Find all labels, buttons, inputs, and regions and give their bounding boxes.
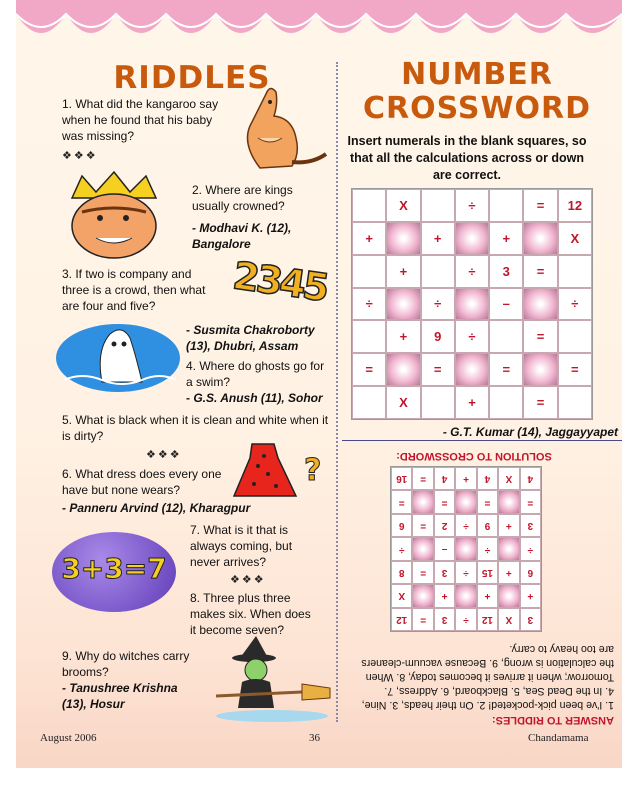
riddles-title: RIDDLES bbox=[113, 60, 271, 96]
grid-shaded-cell bbox=[386, 288, 420, 321]
grid-cell: = bbox=[412, 561, 433, 584]
dress-illustration bbox=[230, 440, 330, 504]
separator: ❖❖❖ bbox=[146, 449, 182, 461]
grid-cell: X bbox=[386, 386, 420, 419]
grid-cell: – bbox=[434, 537, 455, 560]
grid-cell: = bbox=[523, 320, 557, 353]
grid-cell bbox=[558, 320, 592, 353]
footer-date: August 2006 bbox=[40, 732, 97, 744]
crossword-title-line2: CROSSWORD bbox=[362, 91, 592, 126]
grid-shaded-cell bbox=[498, 490, 519, 513]
grid-cell: ÷ bbox=[477, 537, 498, 560]
witch-illustration bbox=[212, 636, 332, 722]
grid-shaded-cell bbox=[412, 490, 433, 513]
grid-cell: X bbox=[558, 222, 592, 255]
grid-cell: – bbox=[489, 288, 523, 321]
grid-shaded-cell bbox=[523, 222, 557, 255]
grid-shaded-cell bbox=[455, 490, 476, 513]
grid-cell: + bbox=[421, 222, 455, 255]
grid-cell: 2 bbox=[434, 514, 455, 537]
grid-cell bbox=[421, 386, 455, 419]
riddle-7: 7. What is it that is always coming, but never arrives? bbox=[190, 523, 293, 569]
grid-cell: 8 bbox=[391, 561, 412, 584]
grid-shaded-cell bbox=[455, 353, 489, 386]
grid-cell bbox=[352, 189, 386, 222]
numbers-illustration: 2345 bbox=[230, 253, 330, 310]
grid-shaded-cell bbox=[455, 222, 489, 255]
riddle-9: 9. Why do witches carry brooms? bbox=[62, 649, 190, 679]
solution-grid bbox=[390, 466, 542, 632]
grid-cell: + bbox=[498, 514, 519, 537]
grid-cell: ÷ bbox=[520, 537, 541, 560]
grid-cell: = bbox=[421, 353, 455, 386]
grid-cell: = bbox=[412, 467, 433, 490]
horizontal-rule bbox=[342, 440, 622, 441]
grid-cell: 6 bbox=[391, 514, 412, 537]
grid-cell: 9 bbox=[477, 514, 498, 537]
grid-cell: ÷ bbox=[391, 537, 412, 560]
grid-cell: ÷ bbox=[455, 608, 476, 631]
grid-cell: = bbox=[489, 353, 523, 386]
grid-cell: = bbox=[558, 353, 592, 386]
solution-title: SOLUTION TO CROSSWORD: bbox=[396, 450, 552, 462]
grid-cell: ÷ bbox=[455, 255, 489, 288]
grid-cell: + bbox=[489, 222, 523, 255]
upside-down-answers bbox=[346, 446, 620, 726]
grid-cell: 12 bbox=[477, 608, 498, 631]
grid-cell: + bbox=[386, 255, 420, 288]
grid-cell bbox=[489, 320, 523, 353]
riddle-3-credit: - Susmita Chakroborty (13), Dhubri, Assam bbox=[186, 323, 315, 353]
riddle-6: 6. What dress does every one have but none wears? bbox=[62, 467, 222, 497]
grid-shaded-cell bbox=[523, 288, 557, 321]
grid-cell: 16 bbox=[391, 467, 412, 490]
grid-cell: + bbox=[352, 222, 386, 255]
riddle-6-credit: - Panneru Arvind (12), Kharagpur bbox=[62, 501, 251, 515]
grid-cell bbox=[421, 189, 455, 222]
separator: ❖❖❖ bbox=[230, 574, 266, 586]
grid-cell: ÷ bbox=[455, 514, 476, 537]
column-divider bbox=[336, 62, 338, 722]
grid-cell: 3 bbox=[489, 255, 523, 288]
grid-cell: 4 bbox=[477, 467, 498, 490]
grid-cell: = bbox=[523, 386, 557, 419]
riddle-2: 2. Where are kings usually crowned? bbox=[192, 183, 293, 213]
grid-cell: + bbox=[477, 584, 498, 607]
grid-cell: ÷ bbox=[455, 561, 476, 584]
grid-shaded-cell bbox=[386, 222, 420, 255]
grid-cell: 6 bbox=[520, 561, 541, 584]
grid-cell: = bbox=[391, 490, 412, 513]
grid-cell: 4 bbox=[520, 467, 541, 490]
grid-shaded-cell bbox=[455, 584, 476, 607]
grid-cell: = bbox=[477, 490, 498, 513]
riddle-5: 5. What is black when it is clean and white when it is dirty? bbox=[62, 413, 329, 443]
grid-cell: = bbox=[352, 353, 386, 386]
footer-magazine: Chandamama bbox=[528, 732, 589, 744]
grid-cell: + bbox=[455, 467, 476, 490]
riddle-3: 3. If two is company and three is a crowd, then what are four and five? bbox=[62, 267, 206, 313]
grid-cell: + bbox=[386, 320, 420, 353]
grid-cell bbox=[558, 386, 592, 419]
grid-cell bbox=[489, 189, 523, 222]
svg-text:?: ? bbox=[304, 453, 322, 488]
grid-cell bbox=[352, 386, 386, 419]
riddle-4: 4. Where do ghosts go for a swim? bbox=[186, 359, 325, 389]
grid-shaded-cell bbox=[455, 537, 476, 560]
grid-cell: ÷ bbox=[352, 288, 386, 321]
grid-cell: ÷ bbox=[455, 320, 489, 353]
king-illustration bbox=[52, 168, 178, 264]
grid-cell: X bbox=[498, 467, 519, 490]
grid-shaded-cell bbox=[386, 353, 420, 386]
grid-cell: = bbox=[412, 514, 433, 537]
grid-shaded-cell bbox=[523, 353, 557, 386]
grid-cell: 3 bbox=[520, 514, 541, 537]
grid-cell: + bbox=[520, 584, 541, 607]
ghost-illustration bbox=[52, 320, 184, 396]
grid-cell: 12 bbox=[558, 189, 592, 222]
crossword-title-line1: NUMBER bbox=[401, 57, 553, 92]
grid-cell: = bbox=[434, 490, 455, 513]
separator: ❖❖❖ bbox=[62, 150, 98, 162]
riddle-8: 8. Three plus three makes six. When does it become seven? bbox=[190, 591, 311, 637]
grid-cell: 12 bbox=[391, 608, 412, 631]
equation-illustration: 3+3=7 bbox=[61, 552, 167, 585]
grid-cell: = bbox=[523, 189, 557, 222]
crossword-grid bbox=[351, 188, 593, 420]
grid-shaded-cell bbox=[498, 537, 519, 560]
magazine-page bbox=[16, 0, 622, 768]
grid-shaded-cell bbox=[498, 584, 519, 607]
grid-cell bbox=[558, 255, 592, 288]
grid-cell: 3 bbox=[520, 608, 541, 631]
grid-cell bbox=[421, 255, 455, 288]
grid-cell: 15 bbox=[477, 561, 498, 584]
footer-page-number: 36 bbox=[309, 732, 320, 744]
grid-cell: 3 bbox=[434, 561, 455, 584]
grid-cell: X bbox=[391, 584, 412, 607]
grid-cell bbox=[352, 320, 386, 353]
grid-cell: 3 bbox=[434, 608, 455, 631]
grid-cell: + bbox=[498, 561, 519, 584]
grid-shaded-cell bbox=[412, 584, 433, 607]
grid-cell: + bbox=[434, 584, 455, 607]
grid-cell bbox=[352, 255, 386, 288]
kangaroo-illustration bbox=[230, 82, 330, 172]
answer-riddles-text: 1. I've been pick-pocketed! 2. On their heads, 3. Nine, 4. In the Dead Sea, 5. Blackboard, 6. Address, 7. Tomorrow; when it arrives it becomes today, 8. When the calculation is wrong, 9. Because vacuum-cleaners are too heavy to carry. bbox=[361, 643, 614, 711]
grid-cell: = bbox=[523, 255, 557, 288]
grid-cell: ÷ bbox=[455, 189, 489, 222]
riddle-2-credit: - Modhavi K. (12), Bangalore bbox=[192, 221, 292, 251]
grid-cell: 9 bbox=[421, 320, 455, 353]
grid-cell: = bbox=[412, 608, 433, 631]
riddle-1: 1. What did the kangaroo say when he found that his baby was missing? bbox=[62, 97, 219, 143]
crossword-credit: - G.T. Kumar (14), Jaggayyapet bbox=[442, 425, 618, 439]
riddle-9-credit: - Tanushree Krishna (13), Hosur bbox=[62, 681, 178, 711]
grid-cell: ÷ bbox=[421, 288, 455, 321]
grid-cell: X bbox=[498, 608, 519, 631]
riddle-4-credit: - G.S. Anush (11), Sohor bbox=[186, 391, 323, 405]
grid-cell: + bbox=[455, 386, 489, 419]
answer-riddles-title: ANSWER TO RIDDLES: bbox=[491, 714, 614, 726]
grid-shaded-cell bbox=[412, 537, 433, 560]
grid-cell bbox=[489, 386, 523, 419]
grid-cell: X bbox=[386, 189, 420, 222]
grid-shaded-cell bbox=[455, 288, 489, 321]
grid-cell: 4 bbox=[434, 467, 455, 490]
crossword-instructions: Insert numerals in the blank squares, so that all the calculations across or down are correct. bbox=[347, 134, 587, 182]
grid-cell: = bbox=[520, 490, 541, 513]
grid-cell: ÷ bbox=[558, 288, 592, 321]
scallop-border bbox=[16, 0, 622, 48]
